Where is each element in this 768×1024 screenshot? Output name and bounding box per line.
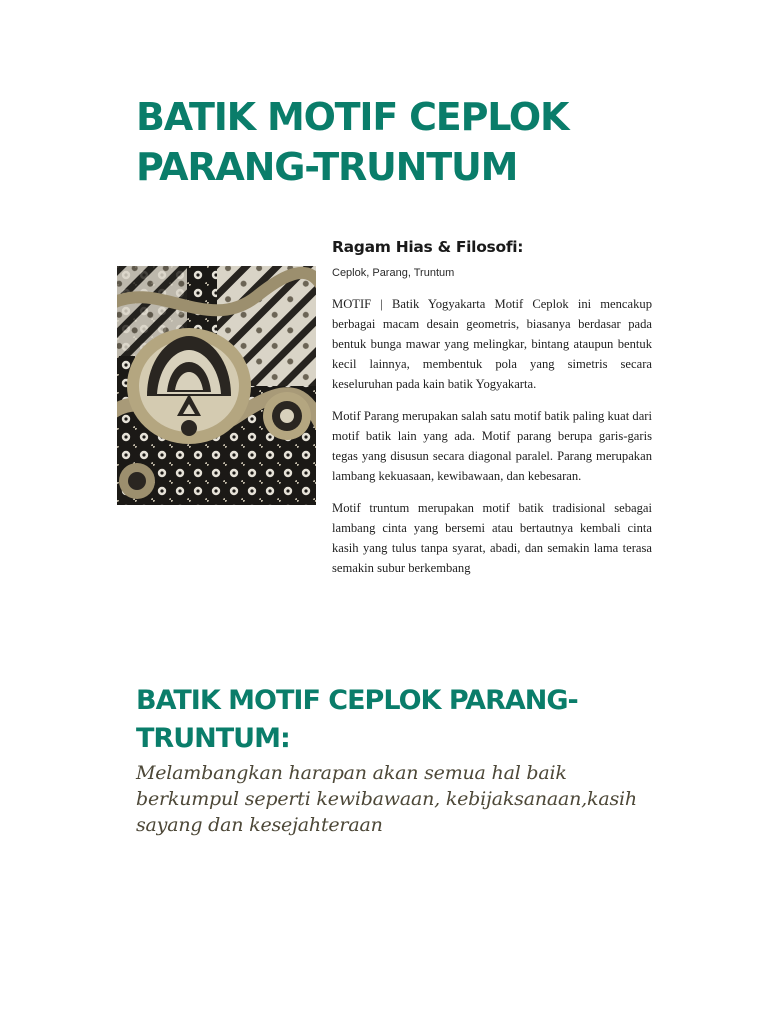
paragraph-parang: Motif Parang merupakan salah satu motif batik paling kuat dari motif batik lain yang ada. Motif parang berupa garis-garis tegas yang disusun secara diagonal paralel. Parang merupakan lambang kekuasaan, kewibawaan, dan kebesaran. (332, 409, 652, 483)
motif-list: Ceplok, Parang, Truntum (332, 267, 455, 279)
summary-heading-line-1: BATIK MOTIF CEPLOK PARANG- (136, 685, 578, 716)
paragraph-ceplok: MOTIF | Batik Yogyakarta Motif Ceplok ini mencakup berbagai macam desain geometris, biasanya berdasar pada bentuk bunga mawar yang melingkar, bintang ataupun bentuk kecil lainnya, membentuk pola yang simetris secara keseluruhan pada kain batik Yogyakarta. (332, 297, 652, 391)
title-line-1: BATIK MOTIF CEPLOK (136, 95, 569, 139)
paragraph-truntum: Motif truntum merupakan motif batik tradisional sebagai lambang cinta yang bersemi atau bertautnya kembali cinta kasih yang tulus tanpa syarat, abadi, dan semakin lama terasa semakin subur berkembang (332, 501, 652, 575)
batik-fabric-image (117, 266, 316, 505)
summary-heading (136, 682, 696, 758)
summary-heading-line-2: TRUNTUM: (136, 723, 290, 754)
title-line-2: PARANG-TRUNTUM (136, 145, 518, 189)
motif-info-section (332, 236, 652, 590)
summary-text: Melambangkan harapan akan semua hal baik berkumpul seperti kewibawaan, kebijaksanaan,kasih sayang dan kesejahteraan (136, 762, 637, 836)
section-heading: Ragam Hias & Filosofi: (332, 238, 524, 256)
page-title (136, 92, 696, 192)
